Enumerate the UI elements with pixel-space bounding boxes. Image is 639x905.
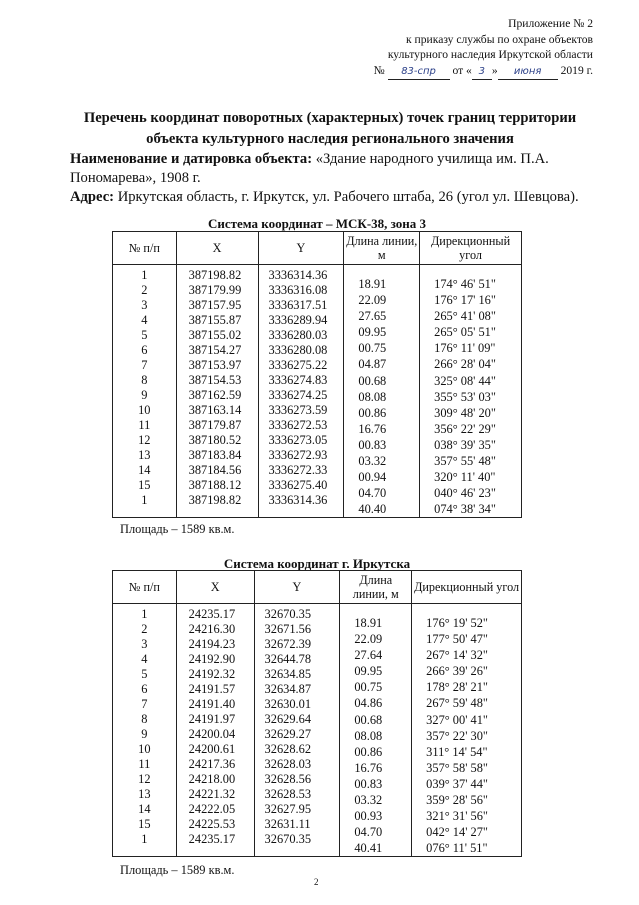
header-y: Y [254,571,340,604]
table-cell: 14 [138,463,151,477]
table-cell: 3336317.51 [268,298,328,312]
object-name-value-1: «Здание народного училища им. П.А. [315,151,549,167]
table-cell: 3336274.25 [268,388,328,402]
table-cell: 32634.87 [264,682,312,696]
table-cell: 325° 08' 44" [434,373,496,388]
table-cell: 32634.85 [264,667,312,681]
table-cell: 4 [141,652,148,666]
table-cell: 3 [141,298,148,312]
table-cell: 00.83 [354,776,383,791]
table-cell: 3336275.40 [268,478,328,492]
table-cell: 387179.99 [188,283,242,297]
table-cell: 9 [141,388,148,402]
table-cell: 12 [138,433,151,447]
header-y: Y [258,232,344,265]
table-cell: 174° 46' 51" [434,277,496,291]
header-point-number: № п/п [113,571,177,604]
table-cell: 387180.52 [188,433,242,447]
table-cell: 04.70 [358,486,387,501]
table-cell: 00.75 [354,680,383,695]
table-cell: 11 [138,418,151,432]
table-cell: 3336273.05 [268,433,328,447]
table-cell: 387162.59 [188,388,242,402]
table-2-area: Площадь – 1589 кв.м. [120,863,235,877]
table-cell: 1 [141,493,148,507]
table-cell: 3336280.03 [268,328,328,342]
table-cell: 00.86 [358,405,387,420]
table-cell: 18.91 [358,277,387,291]
table-cell: 8 [141,712,148,726]
table-cell: 074° 38' 34" [434,502,496,517]
table-cell: 24218.00 [188,772,236,786]
table-cell: 11 [138,757,151,771]
table-cell: 267° 14' 32" [426,648,488,663]
header-direction-angle: Дирекционный угол [420,232,522,265]
table-cell: 00.93 [354,809,383,824]
table-cell: 7 [141,697,148,711]
direction-angle-column [412,615,521,856]
header-line-length: Длина линии, м [340,571,412,604]
table-cell: 24191.40 [188,697,236,711]
table-cell: 4 [141,313,148,327]
direction-angle-column [420,276,521,517]
table-cell: 042° 14' 27" [426,825,488,840]
table-cell: 13 [138,448,151,462]
table-cell: 357° 22' 30" [426,728,488,743]
table-cell: 08.08 [358,389,387,404]
table-cell: 24225.53 [188,817,236,831]
table-cell: 2 [141,283,148,297]
table-cell: 3336275.22 [268,358,328,372]
order-day-handwritten: 3 [478,65,486,77]
table-cell: 177° 50' 47" [426,632,488,647]
table-cell: 387184.56 [188,463,242,477]
table-cell: 321° 31' 56" [426,809,488,824]
table-cell: 22.09 [354,632,383,647]
order-number-handwritten: 83-спр [401,65,436,77]
order-date-label: от « [452,63,472,77]
table-cell: 387179.87 [188,418,242,432]
table-cell: 32670.35 [264,832,312,846]
table-cell: 16.76 [354,760,383,775]
table-cell: 3336316.08 [268,283,328,297]
table-cell: 32628.62 [264,742,312,756]
table-cell: 10 [138,742,151,756]
table-cell: 3336274.83 [268,373,328,387]
object-name-line-2 [70,169,610,188]
table-cell: 359° 28' 56" [426,793,488,808]
table-cell: 266° 39' 26" [426,664,488,679]
table-cell: 327° 00' 41" [426,712,488,727]
table-cell: 32631.11 [264,817,311,831]
table-cell: 40.41 [354,841,383,856]
table-cell: 176° 19' 52" [426,616,488,630]
line-length-column [340,615,411,856]
table-cell: 7 [141,358,148,372]
table-cell: 3336272.33 [268,463,328,477]
header-x: X [176,232,258,265]
table-cell: 3336280.08 [268,343,328,357]
object-name-value-2: Пономарева», 1908 г. [70,170,201,186]
table-cell: 3336272.93 [268,448,328,462]
y-coordinate-column [255,607,340,847]
table-cell: 00.86 [354,744,383,759]
table-cell: 6 [141,682,148,696]
table-cell: 387188.12 [188,478,242,492]
table-cell: 3336273.59 [268,403,328,417]
object-address-value: Иркутская область, г. Иркутск, ул. Рабочего штаба, 26 (угол ул. Шевцова). [117,189,579,205]
title-line-2: объекта культурного наследия регионального значения [146,131,514,147]
table-cell: 15 [138,478,151,492]
table-cell: 12 [138,772,151,786]
table-cell: 3336314.36 [268,493,328,507]
table-cell: 178° 28' 21" [426,680,488,695]
table-cell: 3 [141,637,148,651]
point-number-column [113,268,176,508]
table-cell: 176° 17' 16" [434,293,496,308]
x-coordinate-column [177,268,258,508]
order-month-handwritten: июня [513,65,542,77]
table-cell: 320° 11' 40" [434,470,496,485]
table-cell: 6 [141,343,148,357]
appendix-line-1: Приложение № 2 [508,17,593,30]
table-cell: 32670.35 [264,607,312,621]
table-cell: 387154.53 [188,373,242,387]
table-cell: 24235.17 [188,607,236,621]
table-cell: 32672.39 [264,637,312,651]
table-cell: 03.32 [354,793,383,808]
table-cell: 24192.90 [188,652,236,666]
table-cell: 08.08 [354,728,383,743]
table-cell: 8 [141,373,148,387]
table-cell: 5 [141,667,148,681]
document-title [50,108,610,150]
table-cell: 18.91 [354,616,383,630]
order-date-quote: » [491,63,498,77]
table-cell: 176° 11' 09" [434,341,496,356]
table-cell: 24191.97 [188,712,236,726]
table-cell: 32644.78 [264,652,312,666]
table-cell: 387153.97 [188,358,242,372]
table-cell: 32628.03 [264,757,312,771]
table-cell: 04.86 [354,696,383,711]
table-cell: 24191.57 [188,682,236,696]
table-cell: 09.95 [358,325,387,340]
table-cell: 311° 14' 54" [426,744,488,759]
coordinates-table-irkutsk [112,570,522,857]
table-cell: 387155.87 [188,313,242,327]
title-line-1: Перечень координат поворотных (характерных) точек границ территории [83,110,577,126]
appendix-line-3: культурного наследия Иркутской области [387,48,593,61]
table-cell: 1 [141,832,148,846]
table-cell: 24221.32 [188,787,236,801]
header-direction-angle: Дирекционный угол [412,571,522,604]
table-cell: 15 [138,817,151,831]
table-cell: 3336289.94 [268,313,328,327]
order-year: 2019 г. [560,63,593,77]
order-number-field [388,63,450,81]
x-coordinate-column [177,607,254,847]
table-cell: 32627.95 [264,802,312,816]
table-cell: 32628.56 [264,772,312,786]
header-line-length: Длина линии, м [344,232,420,265]
table-cell: 16.76 [358,421,387,436]
table-cell: 24200.61 [188,742,236,756]
table-cell: 24222.05 [188,802,236,816]
header-x: X [176,571,254,604]
table-cell: 24200.04 [188,727,236,741]
object-address-label: Адрес: [70,189,115,205]
table-2-title: Система координат г. Иркутска [223,556,411,571]
table-cell: 32629.27 [264,727,312,741]
table-cell: 24235.17 [188,832,236,846]
table-cell: 2 [141,622,148,636]
table-cell: 00.94 [358,470,387,485]
order-day-field [472,63,492,81]
table-cell: 038° 39' 35" [434,437,496,452]
appendix-line-2: к приказу службы по охране объектов [406,32,593,46]
table-cell: 266° 28' 04" [434,357,496,372]
table-cell: 309° 48' 20" [434,405,496,420]
table-body-row [113,265,522,518]
order-month-field [498,63,558,81]
table-cell: 24192.32 [188,667,236,681]
table-cell: 387198.82 [188,268,242,282]
table-cell: 387155.02 [188,328,242,342]
table-body-row [113,604,522,857]
table-cell: 24194.23 [188,637,236,651]
order-number-label: № [373,63,385,77]
table-cell: 24217.36 [188,757,236,771]
table-cell: 357° 55' 48" [434,454,496,469]
table-cell: 03.32 [358,454,387,469]
table-cell: 1 [141,268,148,282]
table-cell: 27.64 [354,648,383,663]
table-cell: 357° 58' 58" [426,760,488,775]
object-address-line [70,188,610,207]
table-1-title: Система координат – МСК-38, зона 3 [207,216,427,231]
table-cell: 00.83 [358,437,387,452]
table-cell: 10 [138,403,151,417]
table-cell: 3336272.53 [268,418,328,432]
page-number: 2 [314,877,319,887]
table-cell: 32628.53 [264,787,312,801]
table-cell: 387154.27 [188,343,242,357]
table-cell: 387157.95 [188,298,242,312]
table-cell: 387163.14 [188,403,242,417]
object-name-label: Наименование и датировка объекта: [70,151,313,167]
table-cell: 387198.82 [188,493,242,507]
table-cell: 039° 37' 44" [426,776,488,791]
table-cell: 076° 11' 51" [426,841,488,856]
table-cell: 04.70 [354,825,383,840]
y-coordinate-column [259,268,344,508]
table-cell: 24216.30 [188,622,236,636]
table-cell: 32671.56 [264,622,312,636]
table-cell: 265° 41' 08" [434,309,496,324]
table-cell: 00.68 [358,373,387,388]
table-cell: 265° 05' 51" [434,325,496,340]
coordinates-table-msk38 [112,231,522,518]
table-cell: 13 [138,787,151,801]
table-cell: 00.75 [358,341,387,356]
appendix-order-line [233,63,593,81]
table-cell: 040° 46' 23" [434,486,496,501]
line-length-column [344,276,419,517]
table-cell: 04.87 [358,357,387,372]
table-cell: 3336314.36 [268,268,328,282]
appendix-header [233,16,593,80]
header-point-number: № п/п [113,232,177,265]
point-number-column [113,607,176,847]
table-cell: 27.65 [358,309,387,324]
table-cell: 267° 59' 48" [426,696,488,711]
table-cell: 1 [141,607,148,621]
table-cell: 22.09 [358,293,387,308]
table-cell: 5 [141,328,148,342]
object-name-line-1 [70,150,610,169]
table-cell: 356° 22' 29" [434,421,496,436]
table-cell: 40.40 [358,502,387,517]
table-cell: 00.68 [354,712,383,727]
table-cell: 355° 53' 03" [434,389,496,404]
table-cell: 32629.64 [264,712,312,726]
table-cell: 32630.01 [264,697,312,711]
table-1-area: Площадь – 1589 кв.м. [120,522,235,536]
table-cell: 14 [138,802,151,816]
table-cell: 387183.84 [188,448,242,462]
table-cell: 09.95 [354,664,383,679]
table-cell: 9 [141,727,148,741]
